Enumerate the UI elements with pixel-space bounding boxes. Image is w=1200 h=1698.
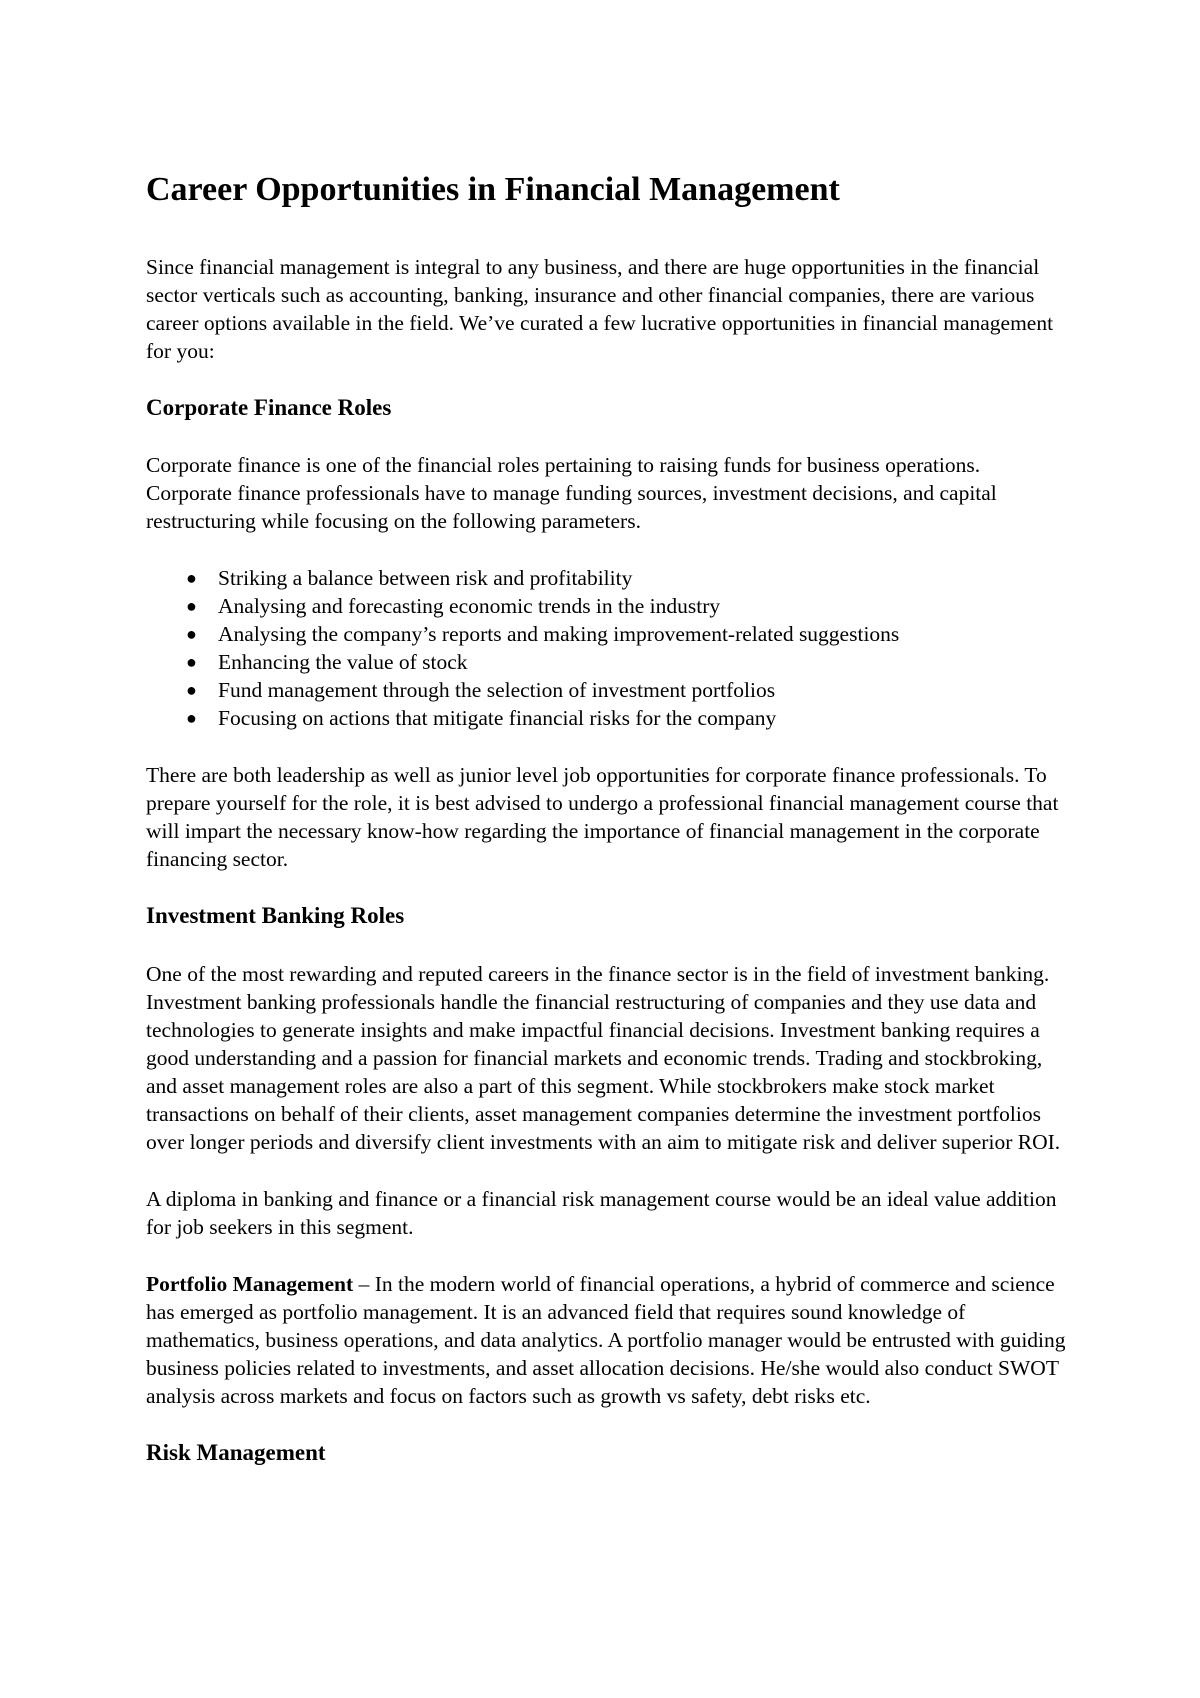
list-item: ● Analysing the company’s reports and making improvement-related suggestions — [186, 622, 900, 647]
list-item: ● Analysing and forecasting economic trends in the industry — [186, 594, 721, 619]
list-item: ● Fund management through the selection of investment portfolios — [186, 678, 776, 703]
corporate-finance-list — [146, 564, 1066, 732]
document-title: Career Opportunities in Financial Management — [146, 171, 840, 208]
bullet-icon: ● — [186, 708, 197, 729]
bullet-icon: ● — [186, 652, 197, 673]
investment-banking-paragraph: One of the most rewarding and reputed careers in the finance sector is in the field of investment banking. Investment banking professionals handle the financial restructuring of companies and they use data and technologies to generate insights and make impactful financial decisions. Investment banking requires a good understanding and a passion for financial markets and economic trends. Trading and stockbroking, and asset management roles are also a part of this segment. While stockbrokers make stock market transactions on behalf of their clients, asset management companies determine the investment portfolios over longer periods and diversify client investments with an aim to mitigate risk and deliver superior ROI. — [146, 961, 1061, 1154]
corporate-finance-paragraph: Corporate finance is one of the financial roles pertaining to raising funds for business operations. Corporate finance professionals have to manage funding sources, investment decisions, and capital restructuring while focusing on the following parameters. — [146, 453, 997, 534]
bullet-icon: ● — [186, 624, 197, 645]
list-item: ● Striking a balance between risk and profitability — [186, 566, 633, 591]
investment-banking-closing-paragraph: A diploma in banking and finance or a financial risk management course would be an ideal value addition for job seekers in this segment. — [146, 1186, 1057, 1239]
portfolio-management-paragraph — [146, 1270, 1066, 1410]
risk-management-heading: Risk Management — [146, 1439, 326, 1465]
corporate-finance-closing-paragraph: There are both leadership as well as junior level job opportunities for corporate finance professionals. To prepare yourself for the role, it is best advised to undergo a professional financial management course that will impart the necessary know-how regarding the importance of financial management in the corporate financing sector. — [146, 763, 1059, 872]
bullet-icon: ● — [186, 680, 197, 701]
bullet-icon: ● — [186, 596, 197, 617]
document-page — [146, 170, 1066, 1497]
portfolio-management-text: – In the modern world of financial operations, a hybrid of commerce and science has emerged as portfolio management. It is an advanced field that requires sound knowledge of mathematics, business operations, and data analytics. A portfolio manager would be entrusted with guiding business policies related to investments, and asset allocation decisions. He/she would also conduct SWOT analysis across markets and focus on factors such as growth vs safety, debt risks etc. — [146, 1271, 1066, 1408]
portfolio-management-label: Portfolio Management — [146, 1271, 354, 1296]
bullet-icon: ● — [186, 568, 197, 589]
intro-paragraph: Since financial management is integral to any business, and there are huge opportunities in the financial sector verticals such as accounting, banking, insurance and other financial companies, there are various career options available in the field. We’ve curated a few lucrative opportunities in financial management for you: — [146, 254, 1054, 363]
corporate-finance-heading: Corporate Finance Roles — [146, 394, 392, 420]
investment-banking-heading: Investment Banking Roles — [146, 903, 405, 929]
list-item: ● Focusing on actions that mitigate financial risks for the company — [186, 706, 777, 731]
list-item: ● Enhancing the value of stock — [186, 650, 468, 675]
